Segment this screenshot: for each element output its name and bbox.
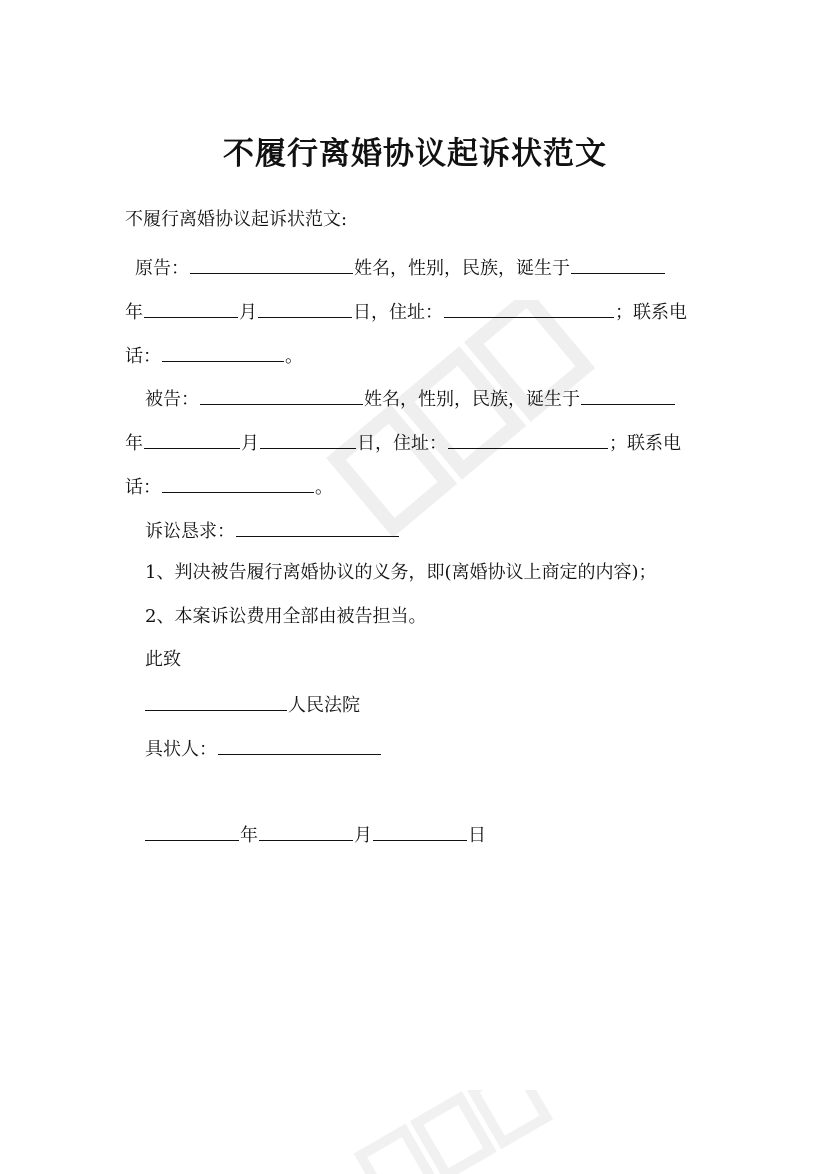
date-month-blank[interactable] [259,820,353,841]
plaintiff-month-blank[interactable] [144,297,238,318]
defendant-day-blank[interactable] [260,428,356,449]
plaintiff-day-blank[interactable] [258,297,352,318]
plaintiff-end-mark: 。 [285,346,303,367]
signer-label: 具状人： [145,739,217,760]
defendant-phone-blank[interactable] [162,472,314,493]
defendant-name-text: 姓名，性别，民族，诞生于 [364,389,580,410]
claims-blank[interactable] [236,516,399,537]
defendant-name-blank[interactable] [200,384,363,405]
watermark-logo-bottom-icon [330,1090,560,1174]
plaintiff-name-text: 姓名，性别，民族，诞生于 [354,258,570,279]
plaintiff-line-3 [125,341,710,370]
defendant-year-label: 年 [125,433,143,454]
claim-1 [125,560,730,586]
defendant-day-address-label: 日，住址： [357,433,447,454]
defendant-line-3 [125,472,710,501]
defendant-month-label: 月 [241,433,259,454]
closing-text: 此致 [145,649,181,670]
date-month-label: 月 [354,825,372,846]
plaintiff-month-label: 月 [239,302,257,323]
claims-label: 诉讼恳求： [145,521,235,542]
claim-2 [125,604,730,630]
defendant-phone-label: 话： [125,477,161,498]
plaintiff-line-2 [125,297,710,326]
plaintiff-line-1 [125,253,720,282]
signer-line [125,734,730,763]
defendant-end-mark: 。 [315,477,333,498]
date-line [125,820,730,849]
closing-line [125,647,730,673]
intro-text: 不履行离婚协议起诉状范文: [125,209,348,230]
defendant-month-blank[interactable] [144,428,240,449]
watermark-logo-icon [300,300,620,540]
defendant-contact-label: ；联系电 [609,433,681,454]
defendant-birth-blank[interactable] [581,384,675,405]
claim-2-text: 2、本案诉讼费用全部由被告担当。 [145,606,427,627]
court-text: 人民法院 [288,695,360,716]
court-line [125,690,730,719]
plaintiff-address-blank[interactable] [444,297,614,318]
plaintiff-contact-label: ；联系电 [615,302,687,323]
date-year-label: 年 [240,825,258,846]
plaintiff-phone-blank[interactable] [162,341,284,362]
defendant-address-blank[interactable] [448,428,608,449]
claims-line [125,516,730,545]
date-day-label: 日 [468,825,486,846]
plaintiff-day-address-label: 日，住址： [353,302,443,323]
date-year-blank[interactable] [145,820,239,841]
plaintiff-label: 原告： [135,258,189,279]
defendant-label: 被告： [145,389,199,410]
plaintiff-phone-label: 话： [125,346,161,367]
document-title: 不履行离婚协议起诉状范文 [223,136,607,172]
signer-blank[interactable] [218,734,381,755]
plaintiff-name-blank[interactable] [190,253,353,274]
claim-1-text: 1、判决被告履行离婚协议的义务，即(离婚协议上商定的内容)； [145,562,657,583]
intro-line [125,207,710,233]
plaintiff-birth-blank[interactable] [571,253,665,274]
court-blank[interactable] [145,690,287,711]
defendant-line-2 [125,428,710,457]
plaintiff-year-label: 年 [125,302,143,323]
date-day-blank[interactable] [373,820,467,841]
defendant-line-1 [125,384,730,413]
